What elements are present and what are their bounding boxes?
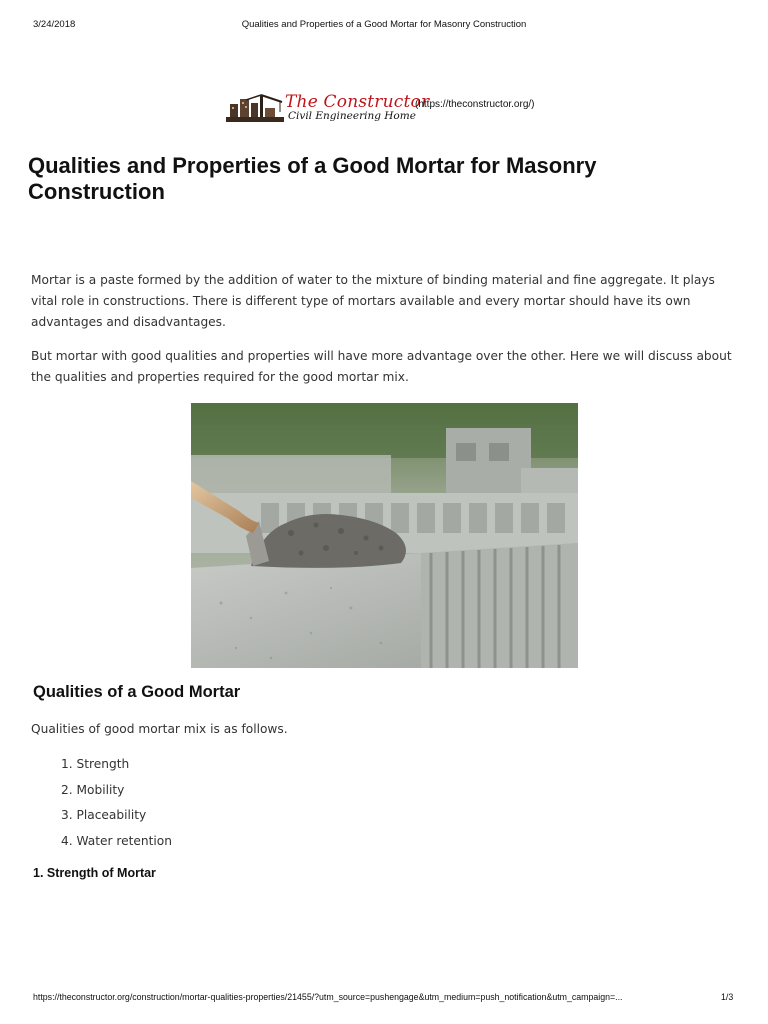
logo-tagline: Civil Engineering Home (288, 110, 416, 122)
section-heading: Qualities of a Good Mortar (33, 683, 241, 701)
footer-url[interactable]: https://theconstructor.org/construction/mortar-qualities-properties/21455/?utm_source=pushengage&utm_medium=push_notification&utm_campaign=... (33, 992, 623, 1002)
second-paragraph: But mortar with good qualities and properties will have more advantage over the other. Here we will discuss about the qualities and properties required for the good mortar mix. (31, 349, 732, 384)
print-date: 3/24/2018 (33, 19, 76, 30)
list-item: 1. Strength (61, 757, 130, 771)
section-intro: Qualities of good mortar mix is as follows. (31, 722, 288, 736)
qualities-list (61, 754, 172, 856)
site-logo[interactable] (226, 90, 566, 128)
print-doc-title: Qualities and Properties of a Good Mortar for Masonry Construction (241, 19, 527, 30)
list-item: 4. Water retention (61, 833, 172, 848)
page-number: 1/3 (721, 992, 734, 1002)
list-item: 3. Placeability (61, 808, 147, 822)
logo-brand: The Constructor (285, 92, 430, 112)
article-title: Qualities and Properties of a Good Mortar for Masonry Construction (28, 153, 597, 204)
crane-building-logo-icon (226, 90, 284, 126)
print-footer (0, 992, 768, 1006)
list-item: 2. Mobility (61, 782, 125, 797)
mortar-photo-illustration (191, 403, 578, 668)
logo-url[interactable]: (https://theconstructor.org/) (415, 99, 535, 110)
mortar-trowel-photo (191, 403, 578, 668)
strength-subheading: 1. Strength of Mortar (33, 866, 156, 880)
intro-paragraph: Mortar is a paste formed by the addition of water to the mixture of binding material and fine aggregate. It plays vital role in constructions. There is different type of mortars available and every mortar should have its own advantages and disadvantages. (31, 273, 715, 329)
print-header (0, 19, 768, 33)
